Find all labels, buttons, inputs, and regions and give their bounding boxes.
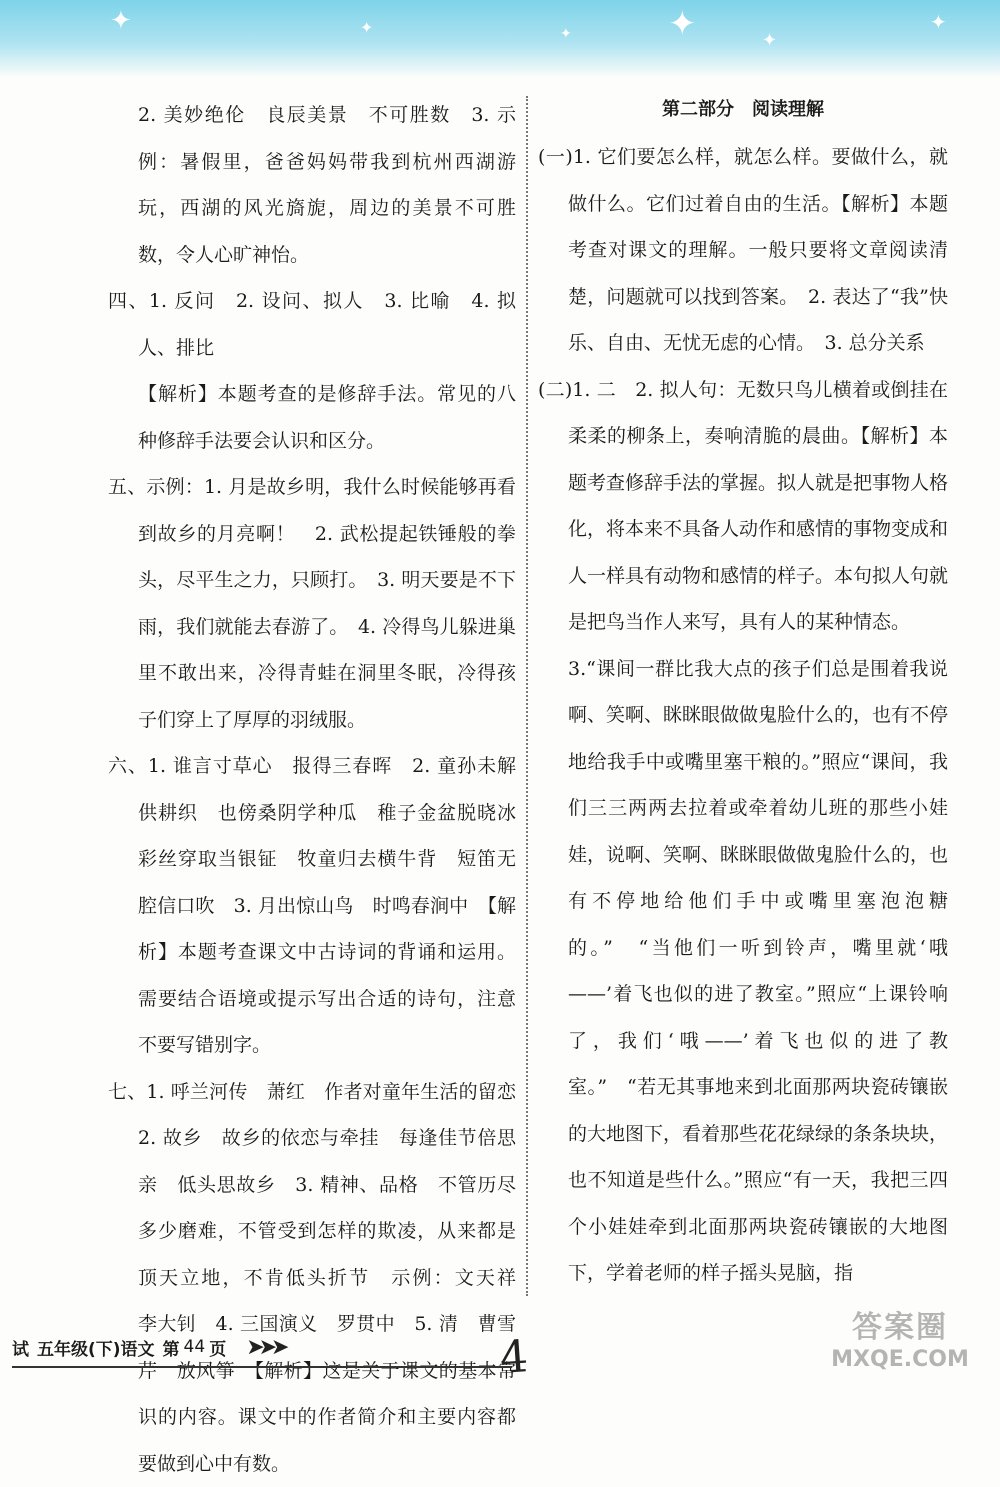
answer-paragraph: 六、1. 谁言寸草心 报得三春晖 2. 童孙未解供耕织 也傍桑阴学种瓜 稚子金盆脱晓冰 彩丝穿取当银钲 牧童归去横牛背 短笛无腔信口吹 3. 月出惊山鸟 时鸣春涧中 【解析】本题考查课文中古诗词的背诵和运用。需要结合语境或提示写出合适的诗句，注意不要写错别字。 [108, 743, 516, 1069]
page-suffix: 页 [209, 1335, 226, 1360]
arrow-icon: ➤➤➤ [246, 1335, 283, 1360]
section-heading: 第二部分 阅读理解 [538, 92, 948, 128]
answer-paragraph: 七、1. 呼兰河传 萧红 作者对童年生活的留恋 2. 故乡 故乡的依恋与牵挂 每逢佳节倍思亲 低头思故乡 3. 精神、品格 不管历尽多少磨难，不管受到怎样的欺凌，从来都是顶天立地，不肯低头折节 示例：文天祥 李大钊 4. 三国演义 罗贯中 5. 清 曹雪芹 放风筝 【解析】这是关于课文的基本常识的内容。课文中的作者简介和主要内容都要做到心中有数。 [108, 1069, 516, 1487]
answer-paragraph: 五、示例：1. 月是故乡明，我什么时候能够再看到故乡的月亮啊！ 2. 武松提起铁锤般的拳头，尽平生之力，只顾打。 3. 明天要是不下雨，我们就能去春游了。 4. 冷得鸟儿躲进巢里不敢出来，冷得青蛙在洞里冬眠，冷得孩子们穿上了厚厚的羽绒服。 [108, 464, 516, 743]
handwritten-page-mark: 4 [498, 1331, 529, 1384]
analysis-paragraph: 【解析】本题考查的是修辞手法。常见的八种修辞手法要会认识和区分。 [108, 371, 516, 464]
column-divider [526, 96, 528, 1296]
answer-paragraph: 2. 美妙绝伦 良辰美景 不可胜数 3. 示例：暑假里，爸爸妈妈带我到杭州西湖游玩，西湖的风光旖旎，周边的美景不可胜数，令人心旷神怡。 [108, 92, 516, 278]
watermark-url: MXQE.COM [806, 1346, 994, 1374]
left-answer-column [108, 92, 516, 1487]
answer-paragraph: (一)1. 它们要怎么样，就怎么样。要做什么，就做什么。它们过着自由的生活。【解析】本题考查对课文的理解。一般只要将文章阅读清楚，问题就可以找到答案。 2. 表达了“我”快乐、自由、无忧无虑的心情。 3. 总分关系 [538, 134, 948, 367]
site-watermark [806, 1310, 994, 1380]
footer-rule [12, 1366, 512, 1368]
page-prefix: 第 [163, 1335, 180, 1360]
top-decorative-band [0, 0, 1000, 78]
sparkle-icon: ✦ [110, 6, 132, 36]
watermark-logo: 答案圈 [806, 1310, 994, 1346]
sparkle-icon: ✦ [762, 30, 777, 51]
right-answer-column [538, 92, 948, 1297]
page-footer [12, 1330, 292, 1364]
answer-paragraph: (二)1. 二 2. 拟人句：无数只鸟儿横着或倒挂在柔柔的柳条上，奏响清脆的晨曲。【解析】本题考查修辞手法的掌握。拟人就是把事物人格化，将本来不具备人动作和感情的事物变成和人一样具有动物和感情的样子。本句拟人句就是把鸟当作人来写，具有人的某种情态。 [538, 367, 948, 646]
answer-paragraph: 四、1. 反问 2. 设问、拟人 3. 比喻 4. 拟人、排比 [108, 278, 516, 371]
sparkle-icon: ✦ [668, 4, 697, 44]
sparkle-icon: ✦ [360, 18, 373, 37]
sparkle-icon: ✦ [560, 26, 572, 42]
sparkle-icon: ✦ [930, 10, 947, 34]
answer-paragraph: 3.“课间一群比我大点的孩子们总是围着我说啊、笑啊、眯眯眼做做鬼脸什么的，也有不停地给我手中或嘴里塞干粮的。”照应“课间，我们三三两两去拉着或牵着幼儿班的那些小娃娃，说啊、笑啊、眯眯眼做做鬼脸什么的，也有不停地给他们手中或嘴里塞泡泡糖的。” “当他们一听到铃声，嘴里就‘哦——’着飞也似的进了教室。”照应“上课铃响了，我们‘哦——’着飞也似的进了教室。” “若无其事地来到北面那两块瓷砖镶嵌的大地图下，看着那些花花绿绿的条条块块，也不知道是些什么。”照应“有一天，我把三四个小娃娃牵到北面那两块瓷砖镶嵌的大地图下，学着老师的样子摇头晃脑，指 [538, 646, 948, 1297]
footer-label: 试 [12, 1335, 29, 1360]
page-number: 44 [184, 1337, 206, 1357]
grade-subject: 五年级(下)语文 [37, 1335, 155, 1360]
